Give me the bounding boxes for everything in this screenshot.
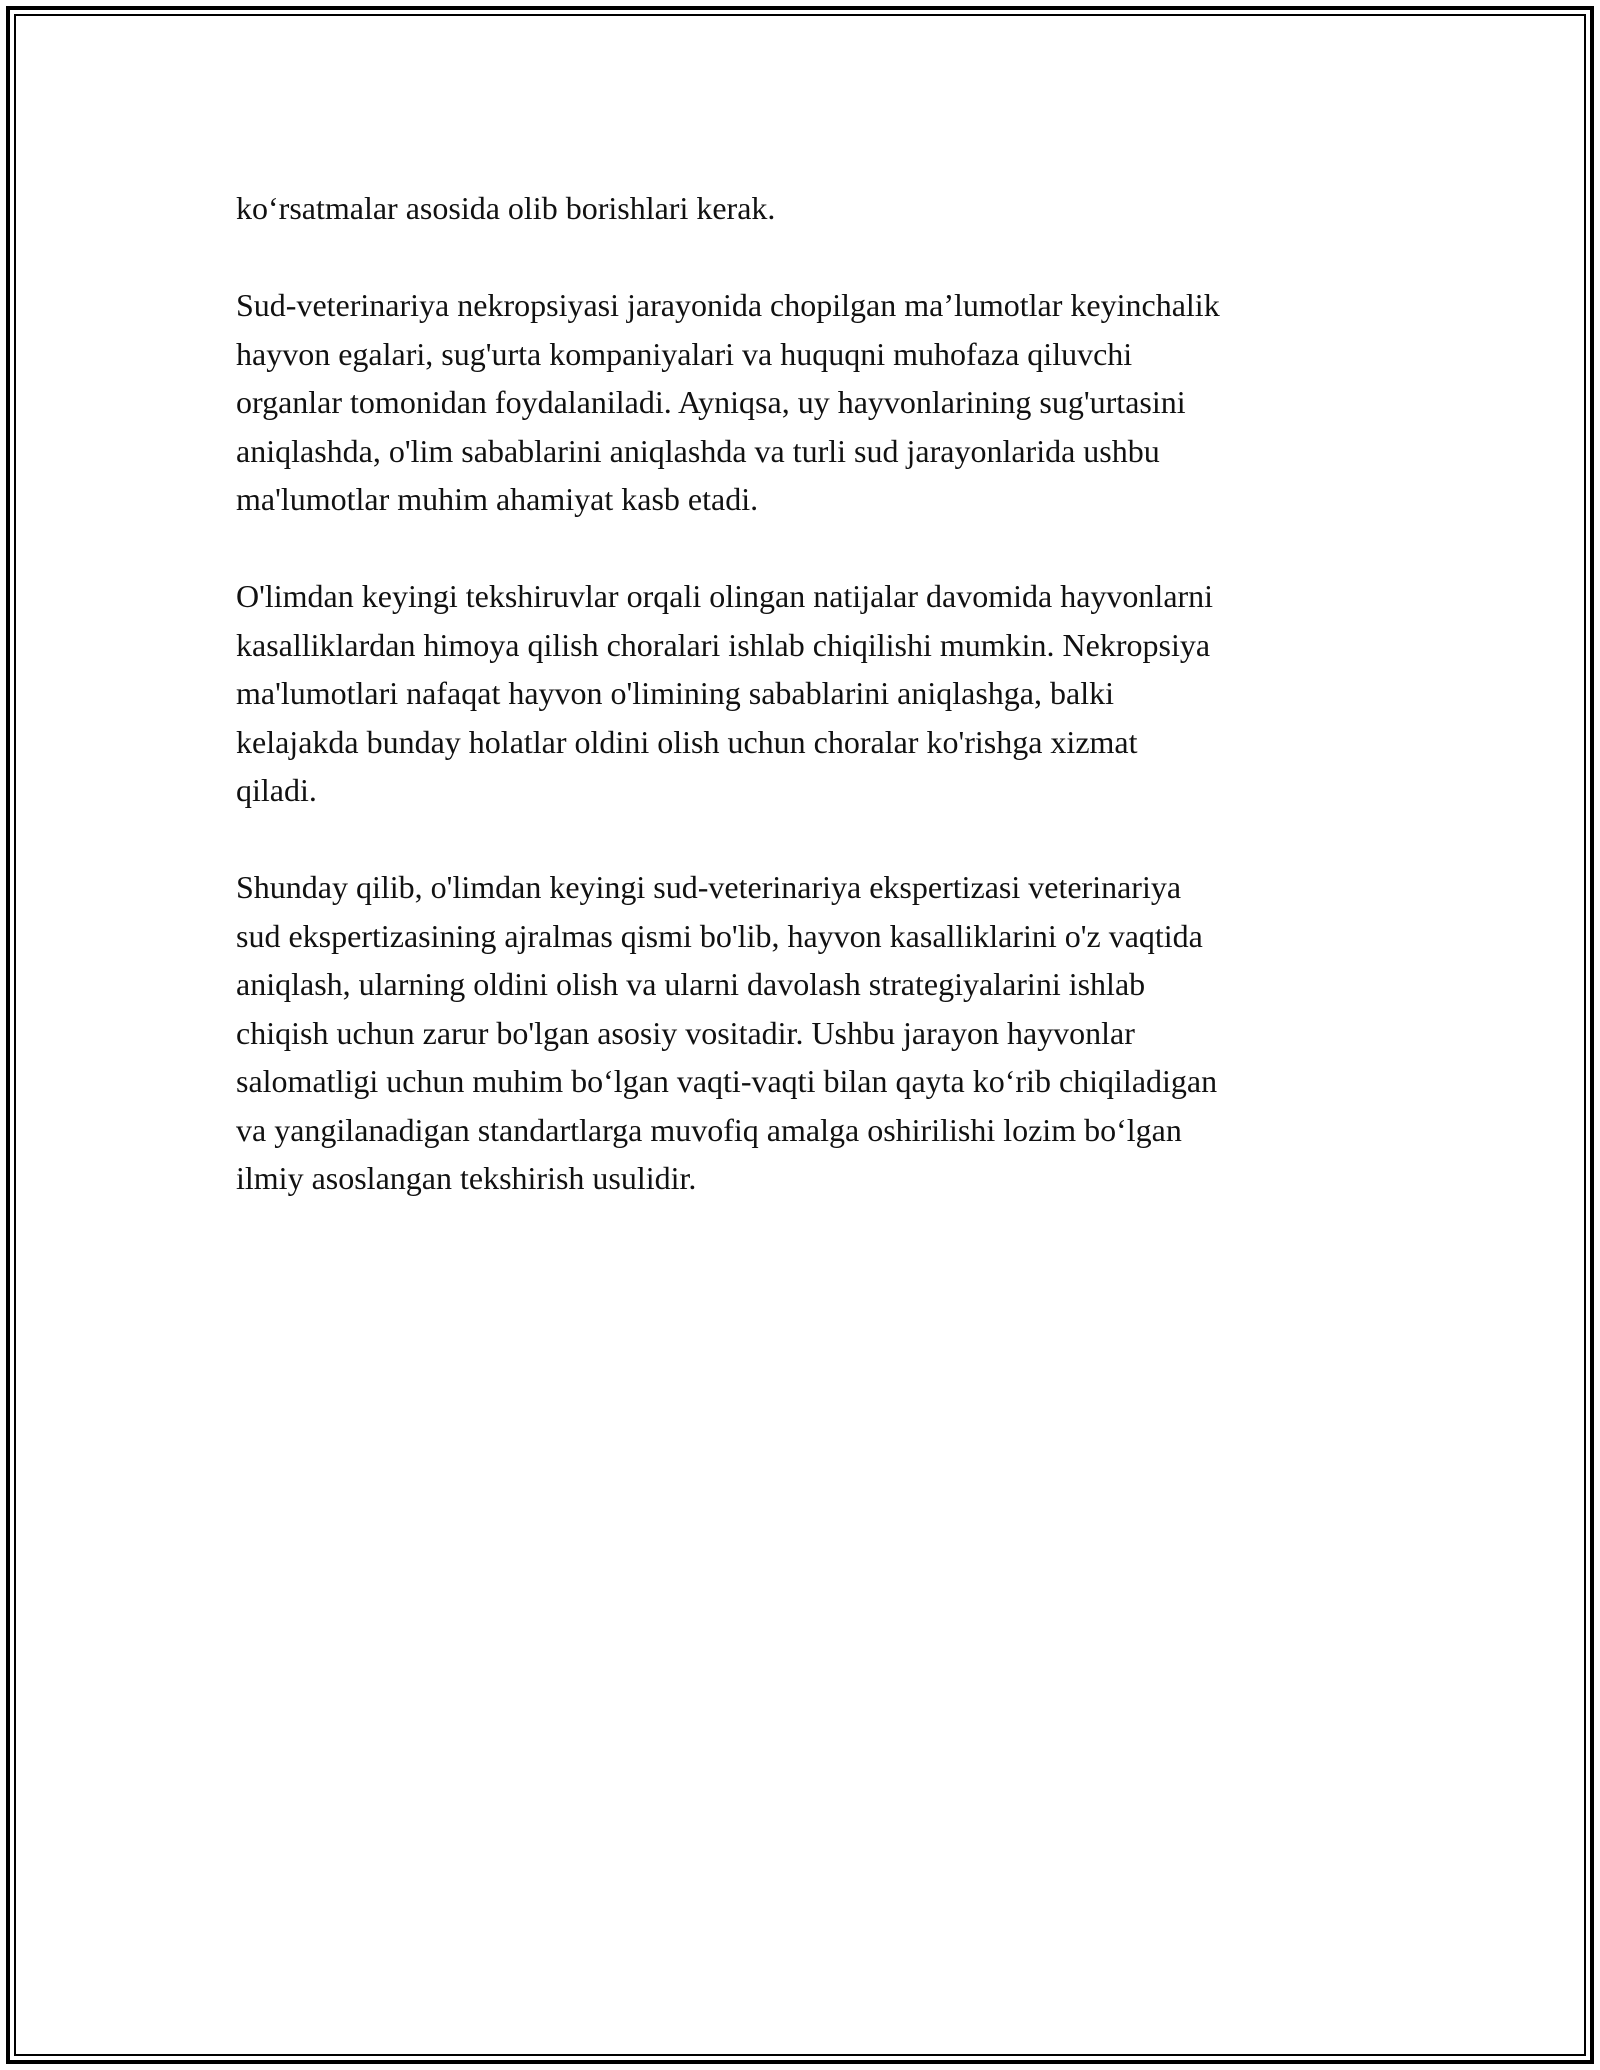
paragraph-necropsy-data-usage: Sud-veterinariya nekropsiyasi jarayonida chopilgan ma’lumotlar keyinchalik hayvon egalari, sug'urta kompaniyalari va huquqni muhofaza qiluvchi organlar tomonidan foydalaniladi. Ayniqsa, uy hayvonlarining sug'urtasini aniqlashda, o'lim sabablarini aniqlashda va turli sud jarayonlarida ushbu ma'lumotlar muhim ahamiyat kasb etadi. (236, 287, 1220, 517)
paragraph-disease-prevention: O'limdan keyingi tekshiruvlar orqali olingan natijalar davomida hayvonlarni kasalliklardan himoya qilish choralari ishlab chiqilishi mumkin. Nekropsiya ma'lumotlari nafaqat hayvon o'limining sabablarini aniqlashga, balki kelajakda bunday holatlar oldini olish uchun choralar ko'rishga xizmat qiladi. (236, 578, 1214, 808)
paragraph-continuation: ko‘rsatmalar asosida olib borishlari kerak. (236, 190, 776, 226)
document-body (236, 184, 1386, 1251)
paragraph-conclusion: Shunday qilib, o'limdan keyingi sud-veterinariya ekspertizasi veterinariya sud ekspertizasining ajralmas qismi bo'lib, hayvon kasalliklarini o'z vaqtida aniqlash, ularning oldini olish va ularni davolash strategiyalarini ishlab chiqish uchun zarur bo'lgan asosiy vositadir. Ushbu jarayon hayvonlar salomatligi uchun muhim bo‘lgan vaqti-vaqti bilan qayta ko‘rib chiqiladigan va yangilanadigan standartlarga muvofiq amalga oshirilishi lozim bo‘lgan ilmiy asoslangan tekshirish usulidir. (236, 869, 1218, 1196)
